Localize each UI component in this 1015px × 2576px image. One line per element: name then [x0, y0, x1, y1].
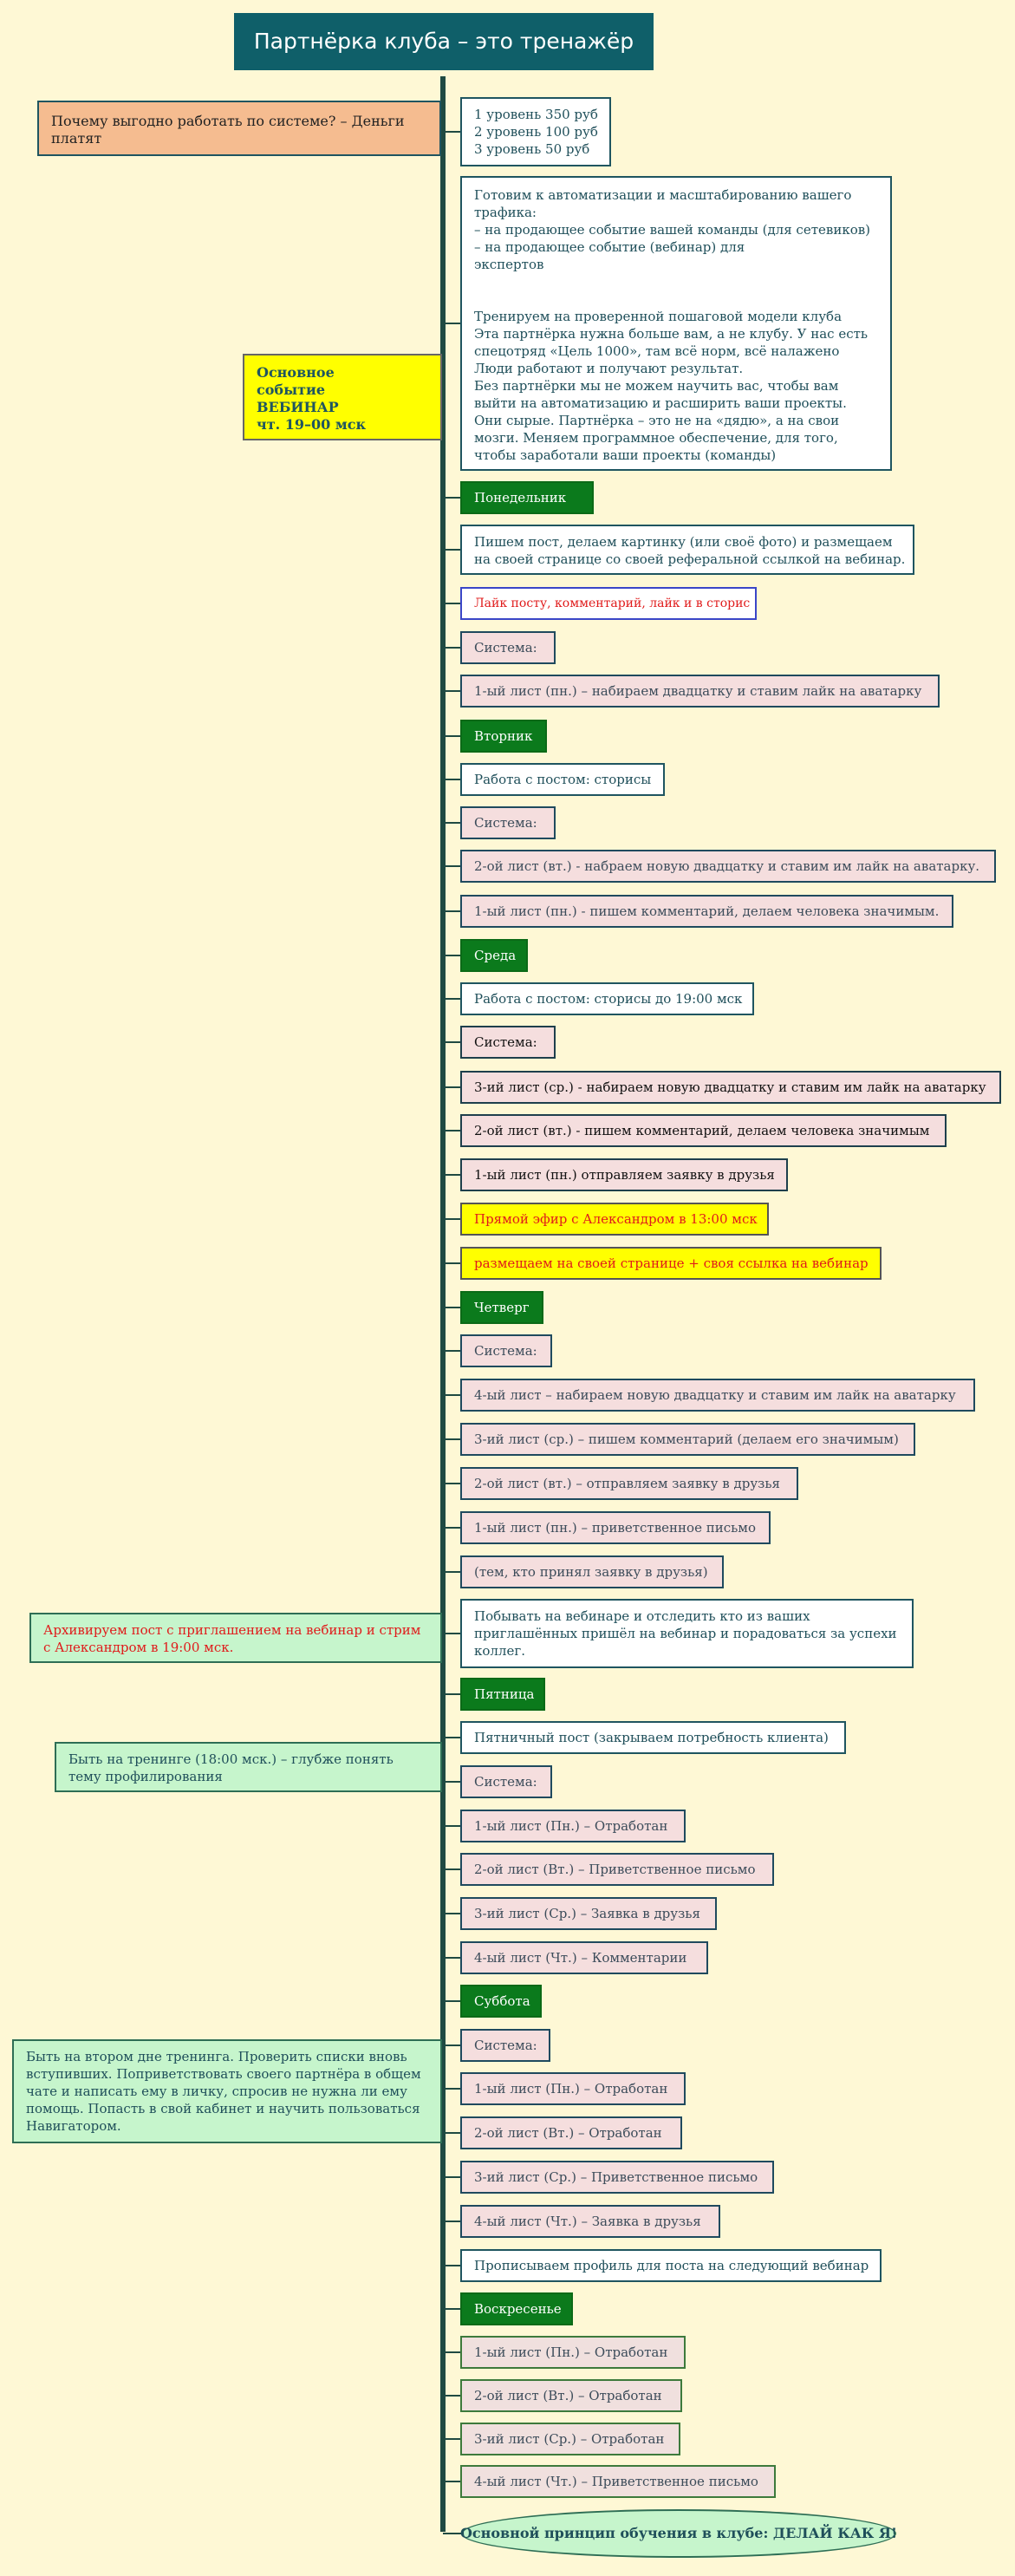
monday-list-1: 1-ый лист (пн.) – набираем двадцатку и ставим лайк на аватарку	[460, 675, 940, 708]
intro-line: – на продающее событие вашей команды (для сетевиков)	[474, 222, 871, 238]
levels-box	[460, 97, 611, 166]
friday-list-4: 4-ый лист (Чт.) – Комментарии	[460, 1941, 708, 1974]
intro-line: мозги. Меняем программное обеспечение, для того,	[474, 430, 838, 446]
main-event-line: чт. 19–00 мск	[257, 416, 367, 433]
thursday-list-4: 4-ый лист – набираем новую двадцатку и ставим им лайк на аватарку	[460, 1379, 975, 1412]
sunday-list-3: 3-ий лист (Ср.) – Отработан	[460, 2423, 680, 2455]
saturday-list-2: 2-ой лист (Вт.) – Отработан	[460, 2116, 682, 2149]
intro-line: спецотряд «Цель 1000», там всё норм, всё налажено	[474, 343, 840, 359]
intro-line: Готовим к автоматизации и масштабированию вашего	[474, 187, 852, 203]
level-line: 3 уровень 50 руб	[474, 141, 590, 157]
friday-post: Пятничный пост (закрываем потребность клиента)	[460, 1721, 846, 1754]
sunday-list-1: 1-ый лист (Пн.) – Отработан	[460, 2336, 686, 2369]
main-event-line: ВЕБИНАР	[257, 399, 339, 415]
saturday-list-4: 4-ый лист (Чт.) – Заявка в друзья	[460, 2205, 720, 2238]
day-saturday: Суббота	[460, 1985, 542, 2018]
day-wednesday: Среда	[460, 939, 528, 972]
friday-list-2: 2-ой лист (Вт.) – Приветственное письмо	[460, 1853, 774, 1886]
friday-list-1: 1-ый лист (Пн.) – Отработан	[460, 1810, 686, 1842]
day-friday: Пятница	[460, 1678, 545, 1711]
monday-post-line: Пишем пост, делаем картинку (или своё фото) и размещаем	[474, 534, 893, 550]
saturday-list-1: 1-ый лист (Пн.) – Отработан	[460, 2072, 686, 2105]
wednesday-live-stream: Прямой эфир с Александром в 13:00 мск	[460, 1203, 769, 1236]
intro-line: чтобы заработали ваши проекты (команды)	[474, 447, 777, 463]
sunday-list-2: 2-ой лист (Вт.) – Отработан	[460, 2379, 682, 2412]
saturday-list-3: 3-ий лист (Ср.) – Приветственное письмо	[460, 2161, 774, 2194]
intro-line: Эта партнёрка нужна больше вам, а не клубу. У нас есть	[474, 326, 869, 342]
page-title: Партнёрка клуба – это тренажёр	[234, 13, 654, 70]
intro-line: Люди работают и получают результат.	[474, 361, 744, 376]
level-line: 2 уровень 100 руб	[474, 124, 598, 140]
wednesday-list-1: 1-ый лист (пн.) отправляем заявку в друзья	[460, 1158, 788, 1191]
monday-post	[460, 525, 914, 575]
day-thursday: Четверг	[460, 1291, 543, 1324]
wednesday-system: Система:	[460, 1026, 556, 1059]
thursday-list-2: 2-ой лист (вт.) – отправляем заявку в друзья	[460, 1467, 798, 1500]
day-monday: Понедельник	[460, 481, 594, 514]
saturday-profile-task: Прописываем профиль для поста на следующий вебинар	[460, 2249, 882, 2282]
core-principle: Основной принцип обучения в клубе: ДЕЛАЙ КАК Я!	[461, 2509, 896, 2558]
intro-line: – на продающее событие (вебинар) для	[474, 239, 745, 255]
tuesday-system: Система:	[460, 806, 556, 839]
friday-system: Система:	[460, 1765, 552, 1798]
training-day2-note: Быть на втором дне тренинга. Проверить списки вновь вступивших. Поприветствовать своего партнёра в общем чате и написать ему в личку, спросив не нужна ли ему помощь. Попасть в свой кабинет и научить пользоваться Навигатором.	[12, 2039, 442, 2143]
monday-post-line: на своей странице со своей реферальной ссылкой на вебинар.	[474, 551, 906, 567]
monday-like-task: Лайк посту, комментарий, лайк и в сторис	[460, 587, 757, 620]
thursday-system: Система:	[460, 1334, 552, 1367]
wednesday-list-3: 3-ий лист (ср.) - набираем новую двадцатку и ставим им лайк на аватарку	[460, 1071, 1001, 1104]
intro-line: выйти на автоматизацию и расширить ваши проекты.	[474, 395, 847, 411]
tuesday-list-1: 1-ый лист (пн.) - пишем комментарий, делаем человека значимым.	[460, 895, 953, 928]
tuesday-list-2: 2-ой лист (вт.) - набраем новую двадцатку и ставим им лайк на аватарку.	[460, 850, 996, 883]
intro-line: Они сырые. Партнёрка – это не на «дядю», а на свои	[474, 413, 840, 428]
intro-line: Тренируем на проверенной пошаговой модели клуба	[474, 309, 843, 324]
intro-line: Без партнёрки мы не можем научить вас, чтобы вам	[474, 378, 839, 394]
wednesday-post: Работа с постом: сторисы до 19:00 мск	[460, 982, 754, 1015]
day-sunday: Воскресенье	[460, 2292, 573, 2325]
thursday-list-1: 1-ый лист (пн.) – приветственное письмо	[460, 1511, 771, 1544]
wednesday-list-2: 2-ой лист (вт.) - пишем комментарий, делаем человека значимым	[460, 1114, 947, 1147]
monday-system: Система:	[460, 631, 556, 664]
friday-list-3: 3-ий лист (Ср.) – Заявка в друзья	[460, 1897, 717, 1930]
level-line: 1 уровень 350 руб	[474, 107, 598, 122]
thursday-webinar-task	[460, 1599, 914, 1668]
main-event-note	[243, 354, 442, 440]
wednesday-share-link: размещаем на своей странице + своя ссылка на вебинар	[460, 1247, 882, 1280]
thursday-webinar-line: приглашённых пришёл на вебинар и порадоваться за успехи	[474, 1626, 897, 1641]
tuesday-post: Работа с постом: сторисы	[460, 763, 665, 796]
training-day1-note: Быть на тренинге (18:00 мск.) – глубже понять тему профилирования	[55, 1742, 442, 1792]
sunday-list-4: 4-ый лист (Чт.) – Приветственное письмо	[460, 2465, 776, 2498]
main-event-line: Основное	[257, 364, 335, 381]
thursday-list-3: 3-ий лист (ср.) – пишем комментарий (делаем его значимым)	[460, 1423, 915, 1456]
intro-box	[460, 176, 892, 471]
day-tuesday: Вторник	[460, 720, 547, 753]
thursday-webinar-line: Побывать на вебинаре и отследить кто из ваших	[474, 1608, 810, 1624]
why-system-note: Почему выгодно работать по системе? – Деньги платят	[37, 101, 441, 156]
main-event-line: событие	[257, 382, 326, 398]
intro-line: экспертов	[474, 257, 544, 272]
archive-post-note: Архивируем пост с приглашением на вебинар и стрим с Александром в 19:00 мск.	[29, 1613, 442, 1663]
saturday-system: Система:	[460, 2029, 550, 2062]
thursday-accepted-note: (тем, кто принял заявку в друзья)	[460, 1555, 724, 1588]
thursday-webinar-line: коллег.	[474, 1643, 525, 1659]
intro-line: трафика:	[474, 205, 537, 220]
